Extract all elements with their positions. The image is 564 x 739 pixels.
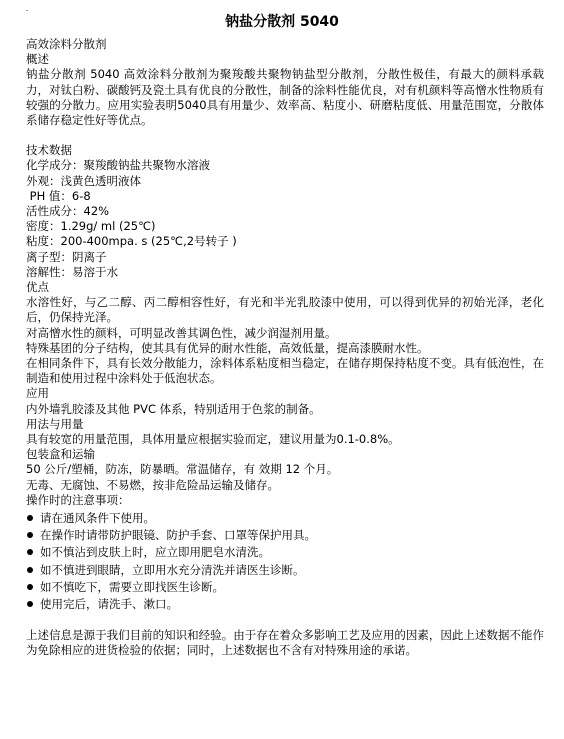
list-item xyxy=(26,510,544,527)
document-title: 钠盐分散剂 5040 xyxy=(225,14,339,30)
tech-item-viscosity: 粘度：200-400mpa. s (25℃,2号转子 ) xyxy=(26,234,237,249)
overview-heading: 概述 xyxy=(26,52,49,67)
precaution-text: 在操作时请带防护眼镜、防护手套、口罩等保护用具。 xyxy=(40,528,316,543)
dosage-heading: 用法与用量 xyxy=(26,416,84,431)
tech-item-ph: PH 值：6-8 xyxy=(26,188,91,203)
list-item xyxy=(26,544,544,561)
bullet-icon xyxy=(27,532,33,538)
bullet-icon xyxy=(27,601,33,607)
document-body xyxy=(26,37,544,659)
advantages-paragraph: 特殊基团的分子结构，使其具有优异的耐水性能，高效低量，提高漆膜耐水性。 xyxy=(26,340,429,355)
application-text: 内外墙乳胶漆及其他 PVC 体系，特别适用于色浆的制备。 xyxy=(26,401,321,416)
list-item xyxy=(26,527,544,544)
precaution-text: 如不慎吃下，需要立即找医生诊断。 xyxy=(40,579,224,594)
advantages-heading: 优点 xyxy=(26,280,49,295)
precaution-text: 使用完后，请洗手、漱口。 xyxy=(40,597,178,612)
tech-item-density: 密度：1.29g/ ml (25℃) xyxy=(26,219,156,234)
tech-heading: 技术数据 xyxy=(26,143,72,158)
tech-item-solubility: 溶解性：易溶于水 xyxy=(26,264,118,279)
precaution-text: 如不慎沾到皮肤上时，应立即用肥皂水清洗。 xyxy=(40,545,270,560)
section-gap xyxy=(26,613,544,628)
precaution-text: 请在通风条件下使用。 xyxy=(40,511,155,526)
section-gap xyxy=(26,128,544,143)
corner-mark: - xyxy=(26,7,29,14)
advantages-paragraph: 对高憎水性的颜料，可明显改善其调色性，减少润湿剂用量。 xyxy=(26,325,337,340)
bullet-icon xyxy=(27,515,33,521)
list-item xyxy=(26,579,544,596)
precautions-heading: 操作时的注意事项： xyxy=(26,492,130,507)
list-item xyxy=(26,596,544,613)
precaution-text: 如不慎进到眼睛，立即用水充分清洗并请医生诊断。 xyxy=(40,562,305,577)
bullet-icon xyxy=(27,567,33,573)
document-subtitle: 高效涂料分散剂 xyxy=(26,37,107,51)
advantages-paragraph: 在相同条件下，具有长效分散能力，涂料体系粘度相当稳定，在储存期保持粘度不变。具有低泡性，在制造和使用过程中涂料处于低泡状态。 xyxy=(26,356,544,386)
application-heading: 应用 xyxy=(26,386,49,401)
bullet-icon xyxy=(27,584,33,590)
disclaimer-text: 上述信息是源于我们目前的知识和经验。由于存在着众多影响工艺及应用的因素，因此上述数据不能作为免除相应的进货检验的依据；同时，上述数据也不含有对特殊用途的承诺。 xyxy=(26,628,544,658)
tech-item-composition: 化学成分：聚羧酸钠盐共聚物水溶液 xyxy=(26,158,210,173)
packaging-line: 50 公斤/塑桶，防冻，防暴晒。常温储存，有 效期 12 个月。 xyxy=(26,462,339,477)
tech-item-ion-type: 离子型：阴离子 xyxy=(26,249,107,264)
packaging-heading: 包装盒和运输 xyxy=(26,447,95,462)
dosage-text: 具有较宽的用量范围，具体用量应根据实验而定，建议用量为0.1-0.8%。 xyxy=(26,432,400,447)
tech-item-appearance: 外观：浅黄色透明液体 xyxy=(26,173,141,188)
bullet-icon xyxy=(27,549,33,555)
packaging-line: 无毒、无腐蚀、不易燃，按非危险品运输及储存。 xyxy=(26,477,279,492)
tech-item-active-content: 活性成分：42% xyxy=(26,204,110,219)
precautions-list xyxy=(26,510,544,613)
overview-text: 钠盐分散剂 5040 高效涂料分散剂为聚羧酸共聚物钠盐型分散剂，分散性极佳，有最大的颜料承载力，对钛白粉、碳酸钙及瓷土具有优良的分散性，制备的涂料性能优良，对有机颜料等高憎水性物质有较强的分散力。应用实验表明5040具有用量少、效率高、粘度小、研磨粘度低、用量范围宽，分散体系储存稳定性好等优点。 xyxy=(26,67,544,128)
list-item xyxy=(26,562,544,579)
advantages-paragraph: 水溶性好，与乙二醇、丙二醇相容性好，有光和半光乳胶漆中使用，可以得到优异的初始光泽，老化后，仍保持光泽。 xyxy=(26,295,544,325)
